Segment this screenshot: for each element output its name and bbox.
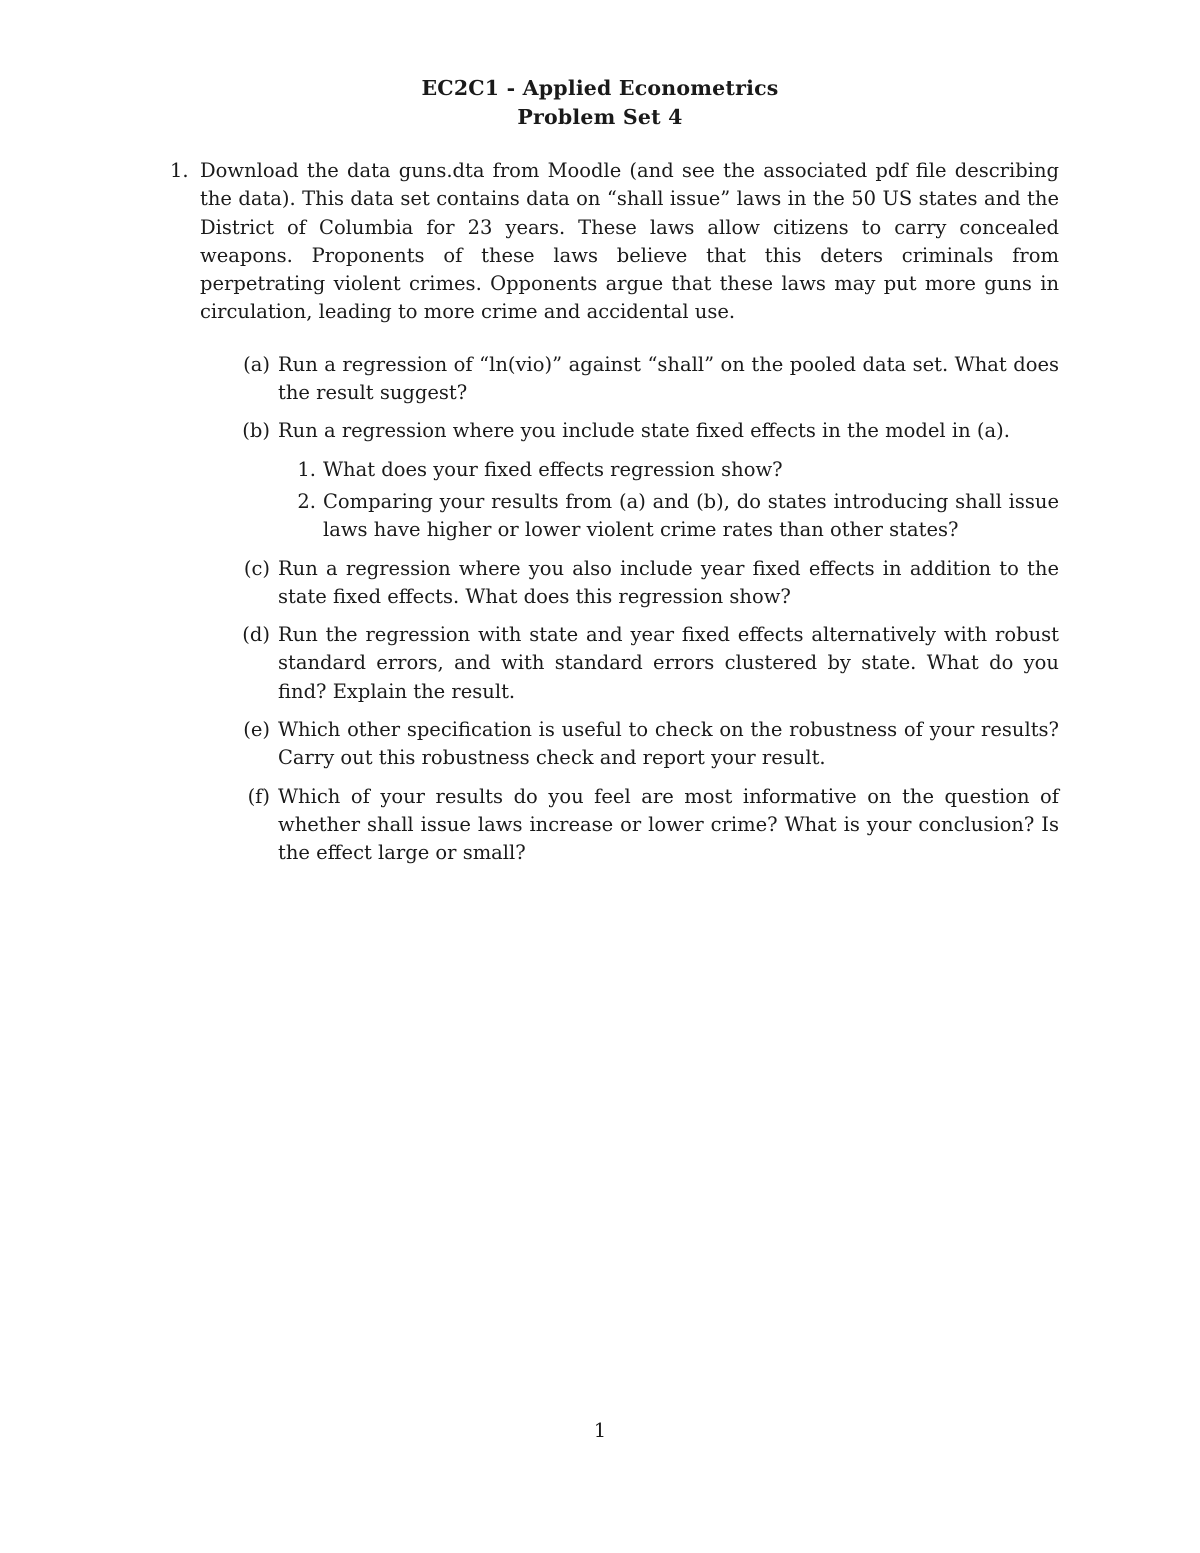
part-label: (b)	[242, 419, 270, 443]
subpart-label: 2.	[297, 489, 316, 513]
part-text: Run a regression where you also include year fixed effects in addition to the state fixed effects. What does this regression show?	[278, 556, 1059, 608]
part-text: Run a regression of “ln(vio)” against “shall” on the pooled data set. What does the result suggest?	[278, 352, 1059, 405]
part-label: (d)	[242, 623, 270, 647]
subpart-text: What does your fixed effects regression show?	[323, 457, 783, 481]
part-b-subparts	[278, 456, 1059, 545]
part-text: Which of your results do you feel are most informative on the question of whether shall issue laws increase or lower crime? What is your conclusion? Is the effect large or small?	[278, 784, 1059, 865]
part-b	[208, 417, 1059, 544]
subpart-b-1	[278, 456, 1059, 484]
part-text: Which other specification is useful to check on the robustness of your results? Carry out this robustness check and report your result.	[278, 718, 1059, 770]
subpart-label: 1.	[297, 457, 316, 481]
question-text: Download the data guns.dta from Moodle (and see the associated pdf file describing the data). This data set contains data on “shall issue” laws in the 50 US states and the District of Columbia for 23 years. These laws allow citizens to carry concealed weapons. Proponents of these laws believe that this deters criminals from perpetrating violent crimes. Opponents argue that these laws may put more guns in circulation, leading to more crime and accidental use.	[200, 159, 1059, 324]
part-a	[208, 351, 1059, 408]
question-1	[170, 157, 1059, 868]
part-label: (f)	[247, 784, 270, 808]
part-d	[208, 621, 1059, 706]
question-list	[170, 157, 1059, 878]
page-number: 1	[593, 1419, 607, 1442]
part-label: (c)	[243, 556, 270, 580]
part-label: (e)	[243, 718, 270, 742]
part-text: Run a regression where you include state fixed effects in the model in (a).	[278, 419, 1010, 443]
subpart-b-2	[278, 488, 1059, 545]
title-block	[0, 74, 1200, 132]
part-text: Run the regression with state and year fixed effects alternatively with robust standard errors, and with standard errors clustered by state. What do you find? Explain the result.	[278, 623, 1059, 703]
document-subtitle: Problem Set 4	[517, 105, 683, 129]
part-label: (a)	[243, 352, 270, 376]
document-title: EC2C1 - Applied Econometrics	[421, 76, 779, 100]
question-number: 1.	[170, 159, 189, 182]
part-e	[208, 716, 1059, 773]
subpart-text: Comparing your results from (a) and (b), do states introducing shall issue laws have higher or lower violent crime rates than other states?	[323, 489, 1059, 542]
part-f	[208, 783, 1059, 868]
part-c	[208, 555, 1059, 612]
question-parts	[208, 351, 1059, 868]
